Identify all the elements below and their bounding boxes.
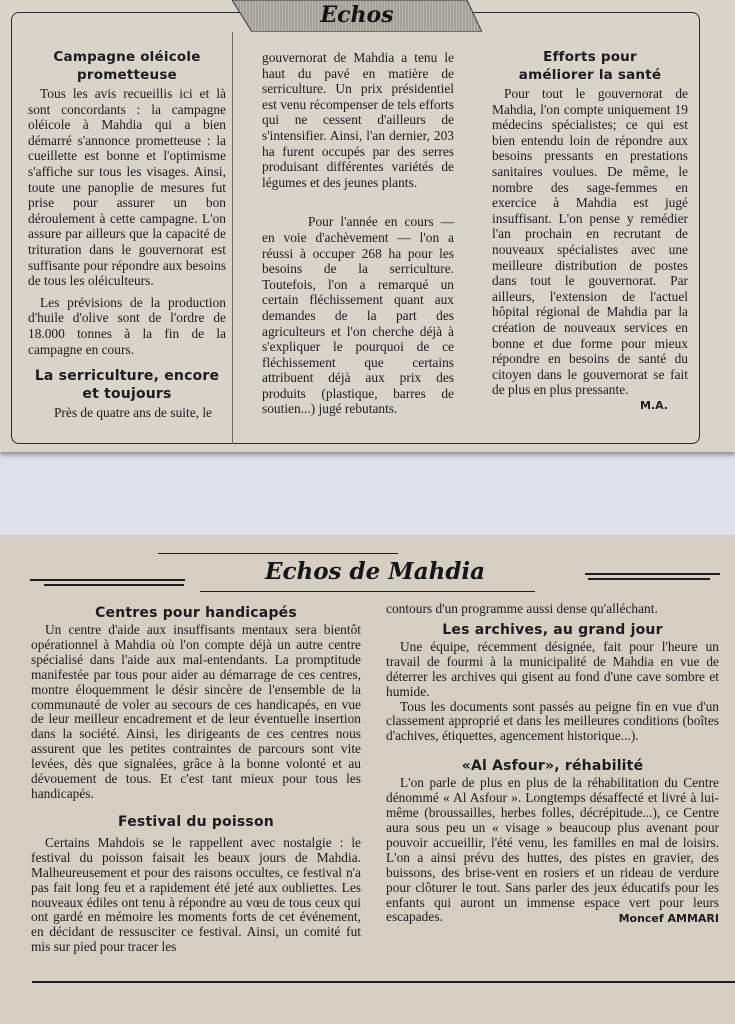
paragraph: L'on parle de plus en plus de la réhabilitation du Centre dénommé « Al Asfour ». Longtemps désaffecté et livré à lui-même (broussailles, herbes folles, décrépitude...), ce Centre aura sous peu un « visage » beaucoup plus avenant pour pouvoir accueillir, l'été venu, les familles en mal de loisirs. L'on a ainsi prévu des huttes, des pistes en gravier, des buissons, des brise-vent en rosiers et un rideau de verdure pour clôturer le tout. Sans parler des jeux éducatifs pour les enfants qui auront un immense espace vert pour leurs escapades.: [386, 775, 719, 925]
title-rule: [158, 553, 398, 554]
signature: Moncef AMMARI: [618, 912, 719, 926]
heading-serriculture: La serriculture, encore et toujours: [34, 368, 220, 403]
heading-olive: Campagne oléicole prometteuse: [53, 49, 201, 83]
paragraph: Les prévisions de la production d'huile d'olive sont de l'ordre de 18.000 tonnes à la fin de la campagne en cours.: [28, 294, 226, 357]
banner-title: Echos: [320, 2, 394, 28]
column-olive: [28, 48, 226, 421]
paragraph: Pour tout le gouvernorat de Mahdia, l'on compte uniquement 19 médecins spécialistes; ce qui est bien entendu loin de répondre aux besoins pressants en prestations sanitaires voulues. De même, le nombre des sage-femmes en exercice à Mahdia est jugé insuffisant. L'on pense y remédier l'an prochain en recrutant de nouveaux spécialistes avec une meilleure distribution de postes dans tout le gouvernorat. Par ailleurs, l'extension de l'actuel hôpital régional de Mahdia par la création de nouveaux services en bonne et due forme pour mieux répondre en besoins de santé du citoyen dans le gouvernorat se fait de plus en plus pressante.: [492, 86, 688, 398]
signature: M.A.: [639, 398, 668, 412]
paragraph: gouvernorat de Mahdia a tenu le haut du pavé en matière de serriculture. Un prix présidentiel est venu récompenser de tels efforts qui ne cessent d'ailleurs de s'intensifier. Ainsi, l'an dernier, 203 ha furent occupés par des serres produisant différentes variétés de légumes et des jeunes plants.: [262, 50, 454, 190]
paragraph: Tous les avis recueillis ici et là sont concordants : la campagne oléicole à Mahdia qui a bien démarré s'annonce prometteuse : la cueillette est bonne et l'optimisme s'affiche sur tous les visages. Ainsi, toute une panoplie de mesures fut prise pour assurer un bon déroulement à cette campagne. L'on assure par ailleurs que la capacité de trituration dans le gouvernorat est suffisante pour répondre aux besoins de tous les oléiculteurs.: [28, 86, 226, 289]
column-sante: [492, 48, 688, 413]
paragraph: Un centre d'aide aux insuffisants mentaux sera bientôt opérationnel à Mahdia où l'on compte déjà un autre centre spécialisé dans l'aide aux mal-entendants. La promptitude manifestée par tous pour aider au démarrage de ces centres, montre éloquemment le désir sincère de l'ensemble de la communauté de voler au secours de ces handicapés, en vue de leur meilleur encadrement et de leur éventuelle insertion dans la société. Ainsi, les dirigeants de ces centres nous assurent que les petites contraintes de parcours sont vite levées, dès que signalées, grâce à la bonne volonté et au dévouement de tous. Et c'est tant mieux pour tous les handicapés.: [31, 622, 361, 801]
paragraph: Tous les documents sont passés au peigne fin en vue d'un classement approprié et dans les meilleures conditions (boîtes d'achives, étiquettes, agencement historique...).: [386, 698, 719, 744]
paragraph: contours d'un programme aussi dense qu'alléchant.: [386, 601, 658, 616]
title-rule: [44, 584, 184, 586]
title-rule: [588, 578, 710, 580]
heading-sante: Efforts pour améliorer la santé: [518, 49, 662, 83]
title-rule: [200, 591, 535, 592]
column-right: [386, 602, 719, 927]
echos-banner: [232, 0, 482, 32]
clipping-echos: [0, 0, 735, 452]
column-left: [31, 603, 361, 955]
paragraph: Une équipe, récemment désignée, fait pour l'heure un travail de fourmi à la municipalité de Mahdia en vue de déterrer les archives qui gisent au fond d'une cave sombre et humide.: [386, 638, 719, 699]
page-title: Echos de Mahdia: [264, 558, 486, 585]
title-rule: [30, 579, 185, 581]
heading-handicapes: Centres pour handicapés: [95, 605, 297, 621]
heading-festival: Festival du poisson: [118, 813, 274, 830]
column-divider: [232, 32, 233, 444]
paragraph: Pour l'année en cours — en voie d'achèvement — l'on a réussi à occuper 268 ha pour les besoins de la serriculture. Toutefois, l'on a remarqué un certain fléchissement quant aux demandes de la part des agriculteurs et l'on cherche déjà à s'expliquer le pourquoi de ce fléchissement que certains attribuent déjà aux prix des produits (plastique, barres de soutien...) jugé rebutants.: [262, 214, 454, 417]
heading-archives: Les archives, au grand jour: [442, 621, 663, 638]
column-serriculture: [262, 50, 454, 417]
bottom-rule: [32, 981, 735, 983]
paragraph: Près de quatre ans de suite, le: [53, 405, 213, 421]
clipping-echos-de-mahdia: [0, 535, 735, 1024]
title-rule: [585, 573, 720, 575]
paragraph: Certains Mahdois se le rappellent avec nostalgie : le festival du poisson faisait les beaux jours de Mahdia. Malheureusement et pour des raisons occultes, ce festival n'a pas fait long feu et a rapidement été jeté aux oubliettes. Les nouveaux édiles ont tenu à répondre au vœu de tous ceux qui ont gardé en mémoire les moments forts de cet événement, en décidant de ressusciter ce festival. Ainsi, un comité fut mis sur pied pour tracer les: [31, 834, 361, 955]
heading-al-asfour: «Al Asfour», réhabilité: [461, 758, 644, 775]
